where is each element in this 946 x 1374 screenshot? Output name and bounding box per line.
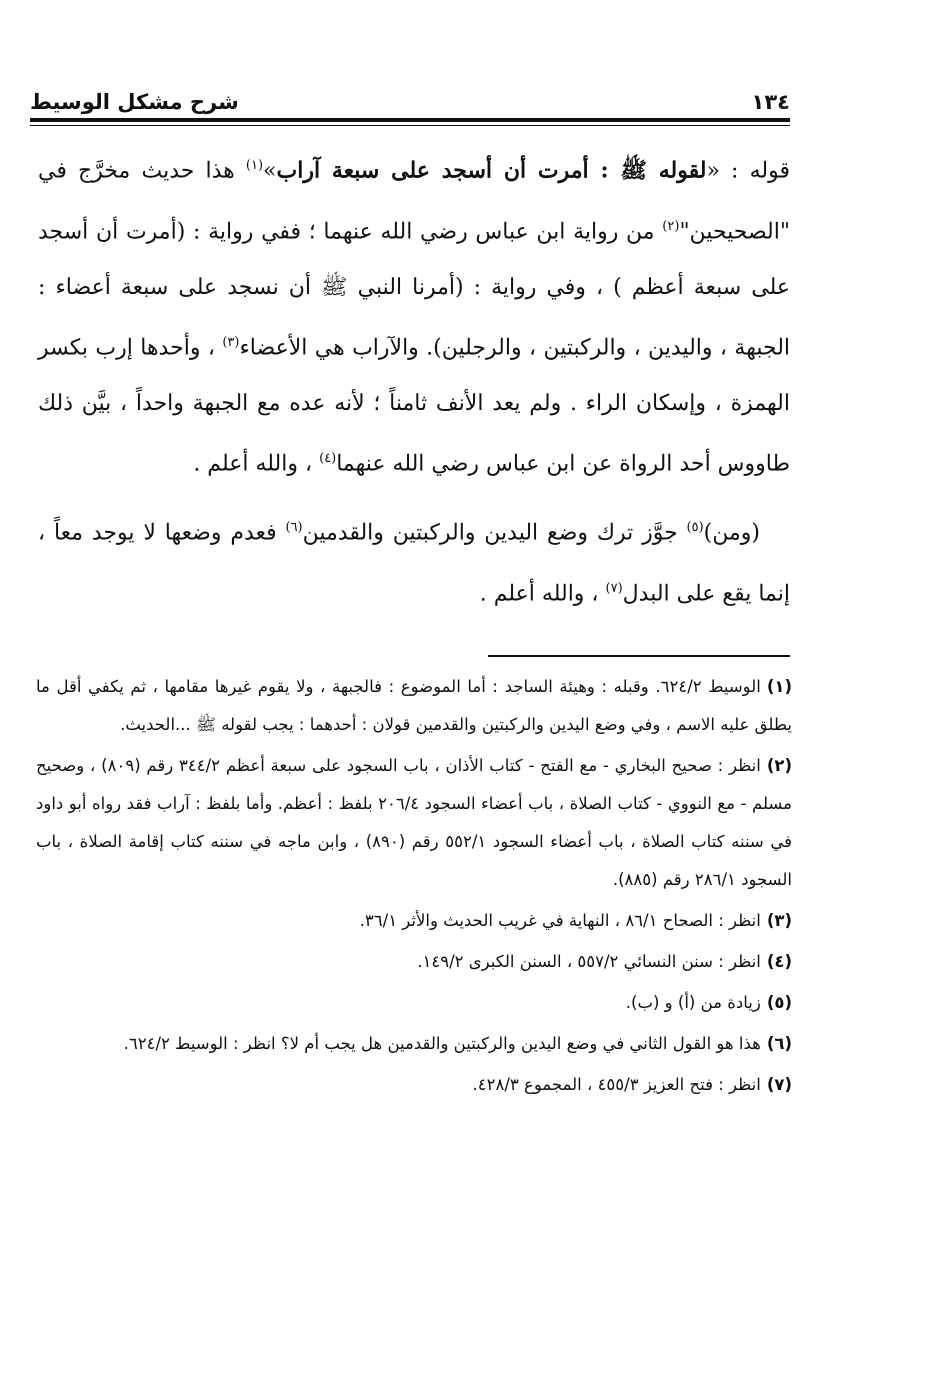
p1-intro: قوله : « [706, 158, 790, 184]
footnote-number: (٤) [766, 952, 792, 971]
footnote-ref-7: (٧) [605, 581, 623, 597]
footnote-text: انظر : فتح العزيز ٤٥٥/٣ ، المجموع ٤٢٨/٣. [472, 1075, 761, 1094]
footnote-2 [36, 747, 792, 899]
page-number: ١٣٤ [751, 90, 790, 114]
hadith-quote: لقوله ﷺ : أمرت أن أسجد على سبعة آراب [276, 157, 707, 184]
p1-part5: ، والله أعلم . [193, 451, 320, 477]
main-text [38, 138, 790, 622]
footnote-number: (٢) [766, 756, 793, 775]
footnote-text: انظر : الصحاح ٨٦/١ ، النهاية في غريب الحديث والأثر ٣٦/١. [359, 911, 761, 930]
header-rule-thick [30, 118, 790, 122]
footnote-ref-6: (٦) [285, 520, 303, 536]
footnote-3 [36, 902, 792, 940]
header-rule-thin [30, 125, 790, 126]
p1-part4: ، وأحدها إرب بكسر الهمزة ، وإسكان الراء . ولم يعد الأنف ثامناً ؛ لأنه عده مع الجبهة واحداً ، بيَّن ذلك طاووس أحد الرواة عن ابن عباس رضي الله عنهما [38, 335, 790, 477]
footnote-number: (٧) [766, 1075, 792, 1094]
book-title: شرح مشكل الوسيط [30, 90, 239, 114]
p2-part3: فعدم وضعها لا يوجد معاً ، إنما يقع على البدل [38, 520, 790, 607]
footnote-separator [488, 655, 790, 657]
p2-part2: جوَّز ترك وضع اليدين والركبتين والقدمين [302, 520, 687, 546]
paragraph-2 [38, 500, 790, 622]
p2-part1: (ومن) [703, 520, 760, 546]
footnote-ref-4: (٤) [319, 451, 337, 467]
paragraph-1 [38, 138, 790, 492]
footnote-text: هذا هو القول الثاني في وضع اليدين والركبتين والقدمين هل يجب أم لا؟ انظر : الوسيط ٦٢٤/٢. [123, 1034, 761, 1053]
p1-part3: من رواية ابن عباس رضي الله عنهما ؛ ففي رواية : (أمرت أن أسجد على سبعة أعظم ) ، وفي رواية : (أمرنا النبي ﷺ أن نسجد على سبعة أعضاء : الجبهة ، واليدين ، والركبتين ، والرجلين). والآراب هي الأعضاء [38, 219, 791, 361]
footnote-number: (٣) [766, 911, 792, 930]
footnote-ref-5: (٥) [686, 520, 704, 536]
footnote-text: انظر : سنن النسائي ٥٥٧/٢ ، السنن الكبرى ١٤٩/٢. [417, 952, 761, 971]
footnote-text: زيادة من (أ) و (ب). [625, 993, 761, 1012]
running-header [30, 84, 790, 114]
footnote-ref-1: (١) [245, 158, 264, 173]
p1-part2: هذا حديث مخرَّج في "الصحيحين" [38, 158, 790, 245]
footnote-7 [36, 1066, 792, 1104]
p2-part4: ، والله أعلم . [479, 581, 606, 607]
footnotes [36, 668, 792, 1107]
footnote-1 [36, 668, 792, 744]
footnote-number: (٦) [766, 1034, 792, 1053]
footnote-6 [36, 1025, 792, 1063]
footnote-text: انظر : صحيح البخاري - مع الفتح - كتاب الأذان ، باب السجود على سبعة أعظم ٣٤٤/٢ رقم (٨٠٩) ، وصحيح مسلم - مع النووي - كتاب الصلاة ، باب أعضاء السجود ٢٠٦/٤ بلفظ : أعظم. وأما بلفظ : آراب فقد رواه أبو داود في سننه كتاب الصلاة ، باب أعضاء السجود ٥٥٢/١ رقم (٨٩٠) ، وابن ماجه في سننه كتاب إقامة الصلاة ، باب السجود ٢٨٦/١ رقم (٨٨٥). [36, 756, 793, 889]
footnote-text: الوسيط ٦٢٤/٢. وقبله : وهيئة الساجد : أما الموضوع : فالجبهة ، ولا يقوم غيرها مقامها ، ثم يكفي أقل ما يطلق عليه الاسم ، وفي وضع اليدين والركبتين والقدمين قولان : أحدهما : يجب لقوله ﷺ ...الحديث. [36, 677, 792, 734]
footnote-5 [36, 984, 792, 1022]
p1-quote-close: » [263, 158, 277, 184]
footnote-4 [36, 943, 792, 981]
footnote-number: (١) [766, 677, 792, 696]
footnote-ref-3: (٣) [222, 335, 240, 351]
footnote-number: (٥) [766, 993, 792, 1012]
footnote-ref-2: (٢) [662, 218, 680, 234]
